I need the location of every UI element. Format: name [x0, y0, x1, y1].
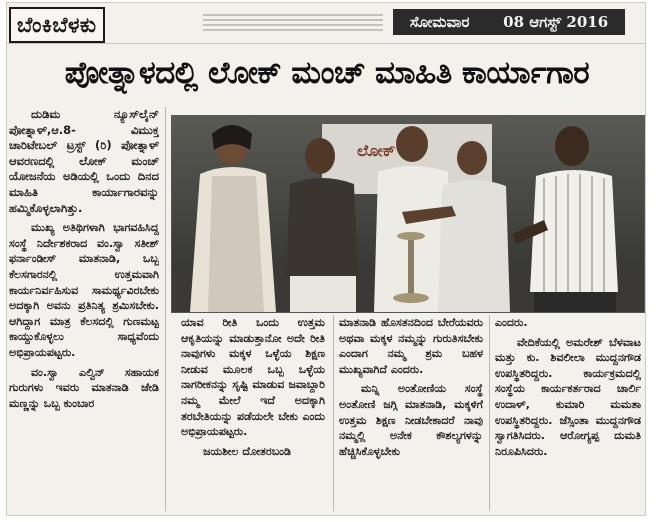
- masthead: [7, 3, 646, 44]
- paragraph: ಮುಖ್ಯ ಅತಿಥಿಗಳಾಗಿ ಭಾಗವಹಿಸಿದ್ದ ಸಂಸ್ಥೆ ನಿರ್ದೇಶಕರಾದ ವಂ.ಸ್ವಾ ಸತೀಶ್ ಫರ್ನಾಂಡೀಸ್ ಮಾತನಾಡಿ, ಒಬ್ಬ ಕೆಲಸಗಾರನಲ್ಲಿ ಉತ್ತಮವಾಗಿ ಕಾರ್ಯನಿರ್ವಹಿಸುವ ಸಾಮರ್ಥ್ಯವಿರಬೇಕು ಅದಕ್ಕಾಗಿ ಅವನು ಪ್ರತಿನಿತ್ಯ ಶ್ರಮಿಸಬೇಕು. ಆಗಿದ್ದಾಗ ಮಾತ್ರ ಕೆಲಸದಲ್ಲಿ ಗುಣಮಟ್ಟ ಕಾಯ್ದುಕೊಳ್ಳಲು ಸಾಧ್ಯವೆಂದು ಅಭಿಪ್ರಾಯಪಟ್ಟರು.: [9, 221, 159, 359]
- paragraph: ಮಾತನಾಡಿ ಹೊಸತನದಿಂದ ಬೇರೆಯವರು ಅಥವಾ ಮಕ್ಕಳ ನಮ್ಮನ್ನು ಗುರುತಿಸಬೇಕು ಎಂದಾಗ ನಮ್ಮ ಶ್ರಮ ಬಹಳ ಮುಖ್ಯವಾಗಿದೆ ಎಂದರು.: [339, 316, 483, 376]
- dateline-box: [393, 9, 625, 35]
- article-headline: ಪೋತ್ನಾಳದಲ್ಲಿ ಲೋಕ್ ಮಂಚ್ ಮಾಹಿತಿ ಕಾರ್ಯಾಗಾರ: [64, 55, 590, 91]
- dateline-day: ಸೋಮವಾರ: [409, 13, 470, 31]
- paragraph: ಎಂದರು.: [495, 316, 528, 329]
- column-divider: [489, 315, 490, 511]
- newspaper-clipping: [6, 2, 646, 516]
- article-column-c: [339, 315, 483, 511]
- article-column-b: [181, 315, 325, 511]
- event-photo: [171, 115, 645, 313]
- column-divider: [333, 315, 334, 511]
- masthead-decoration: [203, 11, 383, 31]
- column-divider: [165, 107, 166, 511]
- banner-text: ಲೋಕ್: [357, 141, 396, 160]
- paragraph: ವೇದಿಕೆಯಲ್ಲಿ ಅಮರೇಶ್ ಬೆಳವಾಟ ಮತ್ತು ಕು. ಶಿವಲೀಲಾ ಮುದ್ದನಗೌಡ ಉಪಸ್ಥಿತರಿದ್ದರು. ಕಾರ್ಯಕ್ರಮದಲ್ಲಿ ಸಂಸ್ಥೆಯ ಕಾರ್ಯಕರ್ತರಾದ ಚಾರ್ಲಿ ಉದಾಳ್, ಕುಮಾರಿ ಮಮತಾ ಉಪಸ್ಥಿತರಿದ್ದರು. ಜೆಸ್ಸಿಂತಾ ಮುದ್ದನಗೌಡ ಸ್ವಾಗತಿಸಿದರು. ಆರೋಗ್ಯಪ್ಪ ದುಮತಿ ನಿರೂಪಿಸಿದರು.: [495, 335, 641, 458]
- article-column-left: [9, 107, 159, 511]
- paragraph: ಮನ್ನಿ ಅಂತೋಣಿಯ ಸಂಸ್ಥೆ ಅಂತೋಣಿ ಜಗ್ಗಿ ಮಾತನಾಡಿ, ಮಕ್ಕಳಿಗೆ ಉತ್ತಮ ಶಿಕ್ಷಣ ನೀಡಬೇಕಾದರೆ ನಾವು ನಮ್ಮಲ್ಲಿ ಅನೇಕ ಕೌಶಲ್ಯಗಳನ್ನು ಹೆಚ್ಚಿಸಿಕೊಳ್ಳಬೇಕು: [339, 382, 483, 458]
- article-column-d: [495, 315, 641, 511]
- paragraph: ದುಡಿಮ ನ್ಯೂಸ್‌ಲೈನ್ ಪೋತ್ನಾಳ್,ಆ.8- ವಿಮುಕ್ತ ಚಾರಿಟೇಬಲ್ ಟ್ರಸ್ಟ್ (ರಿ) ಪೋತ್ನಾಳ್ ಆವರಣದಲ್ಲಿ ಲೋಕ್ ಮಂಚ್ ಯೋಜನೆಯ ಅಡಿಯಲ್ಲಿ ಒಂದು ದಿನದ ಮಾಹಿತಿ ಕಾರ್ಯಾಗಾರವನ್ನು ಹಮ್ಮಿಕೊಳ್ಳಲಾಗಿತ್ತು.: [9, 107, 159, 215]
- paragraph: ವಂ.ಸ್ವಾ ಎಲ್ವಿನ್ ಸಹಾಯಕ ಗುರುಗಳು ಇವರು ಮಾತನಾಡಿ ಜೇಡಿ ಮಣ್ಣನ್ನು ಒಬ್ಬ ಕುಂಬಾರ: [9, 365, 159, 410]
- newspaper-name: ಬೆಂಕಿಬೆಳಕು: [9, 7, 105, 43]
- paragraph: ಯಾವ ರೀತಿ ಒಂದು ಉತ್ತಮ ಆಕೃತಿಯನ್ನು ಮಾಡುತ್ತಾನೋ ಅದೇ ರೀತಿ ನಾವುಗಳು ಮಕ್ಕಳ ಒಳ್ಳೆಯ ಶಿಕ್ಷಣ ನೀಡುವ ಮೂಲಕ ಒಬ್ಬ ಒಳ್ಳೆಯ ನಾಗರೀಕನನ್ನು ಸೃಷ್ಟಿ ಮಾಡುವ ಜವಾಬ್ದಾರಿ ನಮ್ಮ ಮೇಲೆ ಇದೆ ಅದಕ್ಕಾಗಿ ತರಬೇತಿಯನ್ನು ಪಡೆಯಲೇ ಬೇಕು ಎಂದು ಅಭಿಪ್ರಾಯಪಟ್ಟರು.: [181, 316, 325, 439]
- dateline-date: 08 ಆಗಸ್ಟ್ 2016: [503, 13, 609, 31]
- paragraph: ಜಯಶೀಲ ದೋತರಬಂಡಿ: [203, 444, 291, 458]
- photo-illustration: [172, 116, 644, 312]
